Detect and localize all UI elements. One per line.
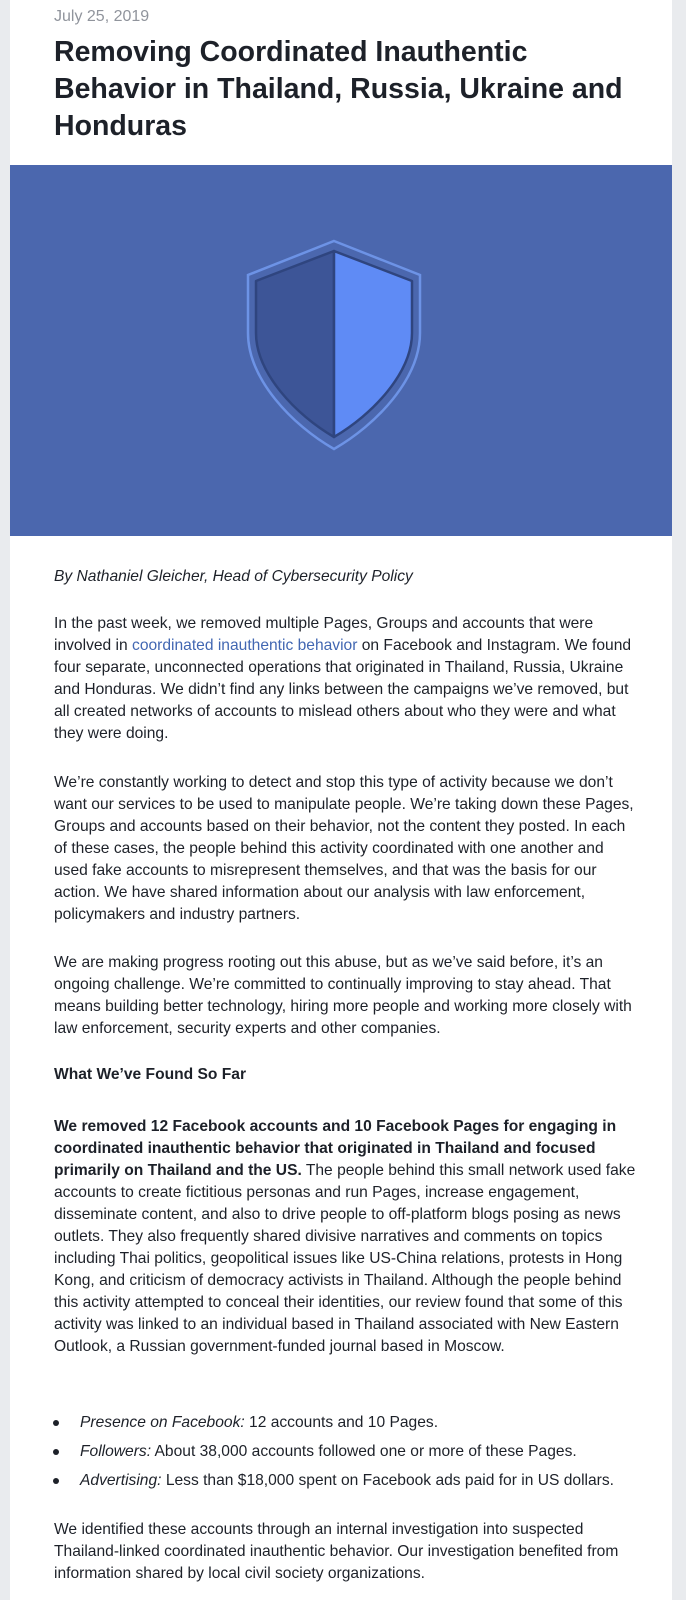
article-title: Removing Coordinated Inauthentic Behavior in Thailand, Russia, Ukraine and Honduras [54, 36, 623, 142]
bullet-icon [53, 1478, 59, 1484]
paragraph-progress: We are making progress rooting out this abuse, but as we’ve said before, it’s an ongoing challenge. We’re committed to continually improving to stay ahead. That means building better technology, hiring more people and working more closely with law enforcement, security experts and other companies. [54, 954, 632, 1037]
list-item-label: Followers: [80, 1443, 152, 1460]
shield-icon [10, 165, 672, 536]
list-item-text: Less than $18,000 spent on Facebook ads paid for in US dollars. [161, 1472, 614, 1489]
paragraph-text: on Facebook and Instagram. We found four separate, unconnected operations that originated in Thailand, Russia, Ukraine and Honduras. We didn’t find any links between the campaigns we’ve removed, but all created networks of accounts to mislead others about who they were and what they were doing. [54, 637, 632, 742]
bullet-icon [53, 1449, 59, 1455]
hero-banner [10, 165, 672, 536]
list-item [54, 1470, 654, 1499]
article-page [10, 0, 672, 1600]
cib-link[interactable]: coordinated inauthentic behavior [132, 637, 358, 654]
list-item-text: 12 accounts and 10 Pages. [244, 1414, 439, 1431]
paragraph-intro [54, 613, 639, 745]
section-heading: What We’ve Found So Far [54, 1066, 247, 1083]
list-item-text: About 38,000 accounts followed one or more of these Pages. [151, 1443, 577, 1460]
paragraph-text: In the past week, we removed multiple Pages, Groups and accounts that were involved in [54, 615, 594, 654]
stats-list [54, 1412, 654, 1499]
paragraph-investigation: We identified these accounts through an internal investigation into suspected Thailand-linked coordinated inauthentic behavior. Our investigation benefited from information shared by local civil society organizations. [54, 1521, 619, 1582]
bullet-icon [53, 1420, 59, 1426]
paragraph-text: The people behind this small network used fake accounts to create fictitious personas and run Pages, increase engagement, disseminate content, and also to drive people to off-platform blogs posing as news outlets. They also frequently shared divisive narratives and comments on topics including Thai politics, geopolitical issues like US-China relations, protests in Hong Kong, and criticism of democracy activists in Thailand. Although the people behind this activity attempted to conceal their identities, our review found that some of this activity was linked to an individual based in Thailand associated with New Eastern Outlook, a Russian government-funded journal based in Moscow. [54, 1162, 636, 1355]
paragraph-thailand [54, 1116, 639, 1358]
paragraph-lead-bold: We removed 12 Facebook accounts and 10 Facebook Pages for engaging in coordinated inauthentic behavior that originated in Thailand and focused primarily on Thailand and the US. [54, 1118, 617, 1179]
article-date: July 25, 2019 [54, 8, 150, 25]
list-item [54, 1441, 654, 1470]
list-item [54, 1412, 654, 1441]
list-item-label: Presence on Facebook: [80, 1414, 245, 1431]
paragraph-detection: We’re constantly working to detect and stop this type of activity because we don’t want our services to be used to manipulate people. We’re taking down these Pages, Groups and accounts based on their behavior, not the content they posted. In each of these cases, the people behind this activity coordinated with one another and used fake accounts to misrepresent themselves, and that was the basis for our action. We have shared information about our analysis with law enforcement, policymakers and industry partners. [54, 774, 634, 923]
list-item-label: Advertising: [80, 1472, 162, 1489]
article-byline: By Nathaniel Gleicher, Head of Cybersecurity Policy [54, 568, 413, 585]
